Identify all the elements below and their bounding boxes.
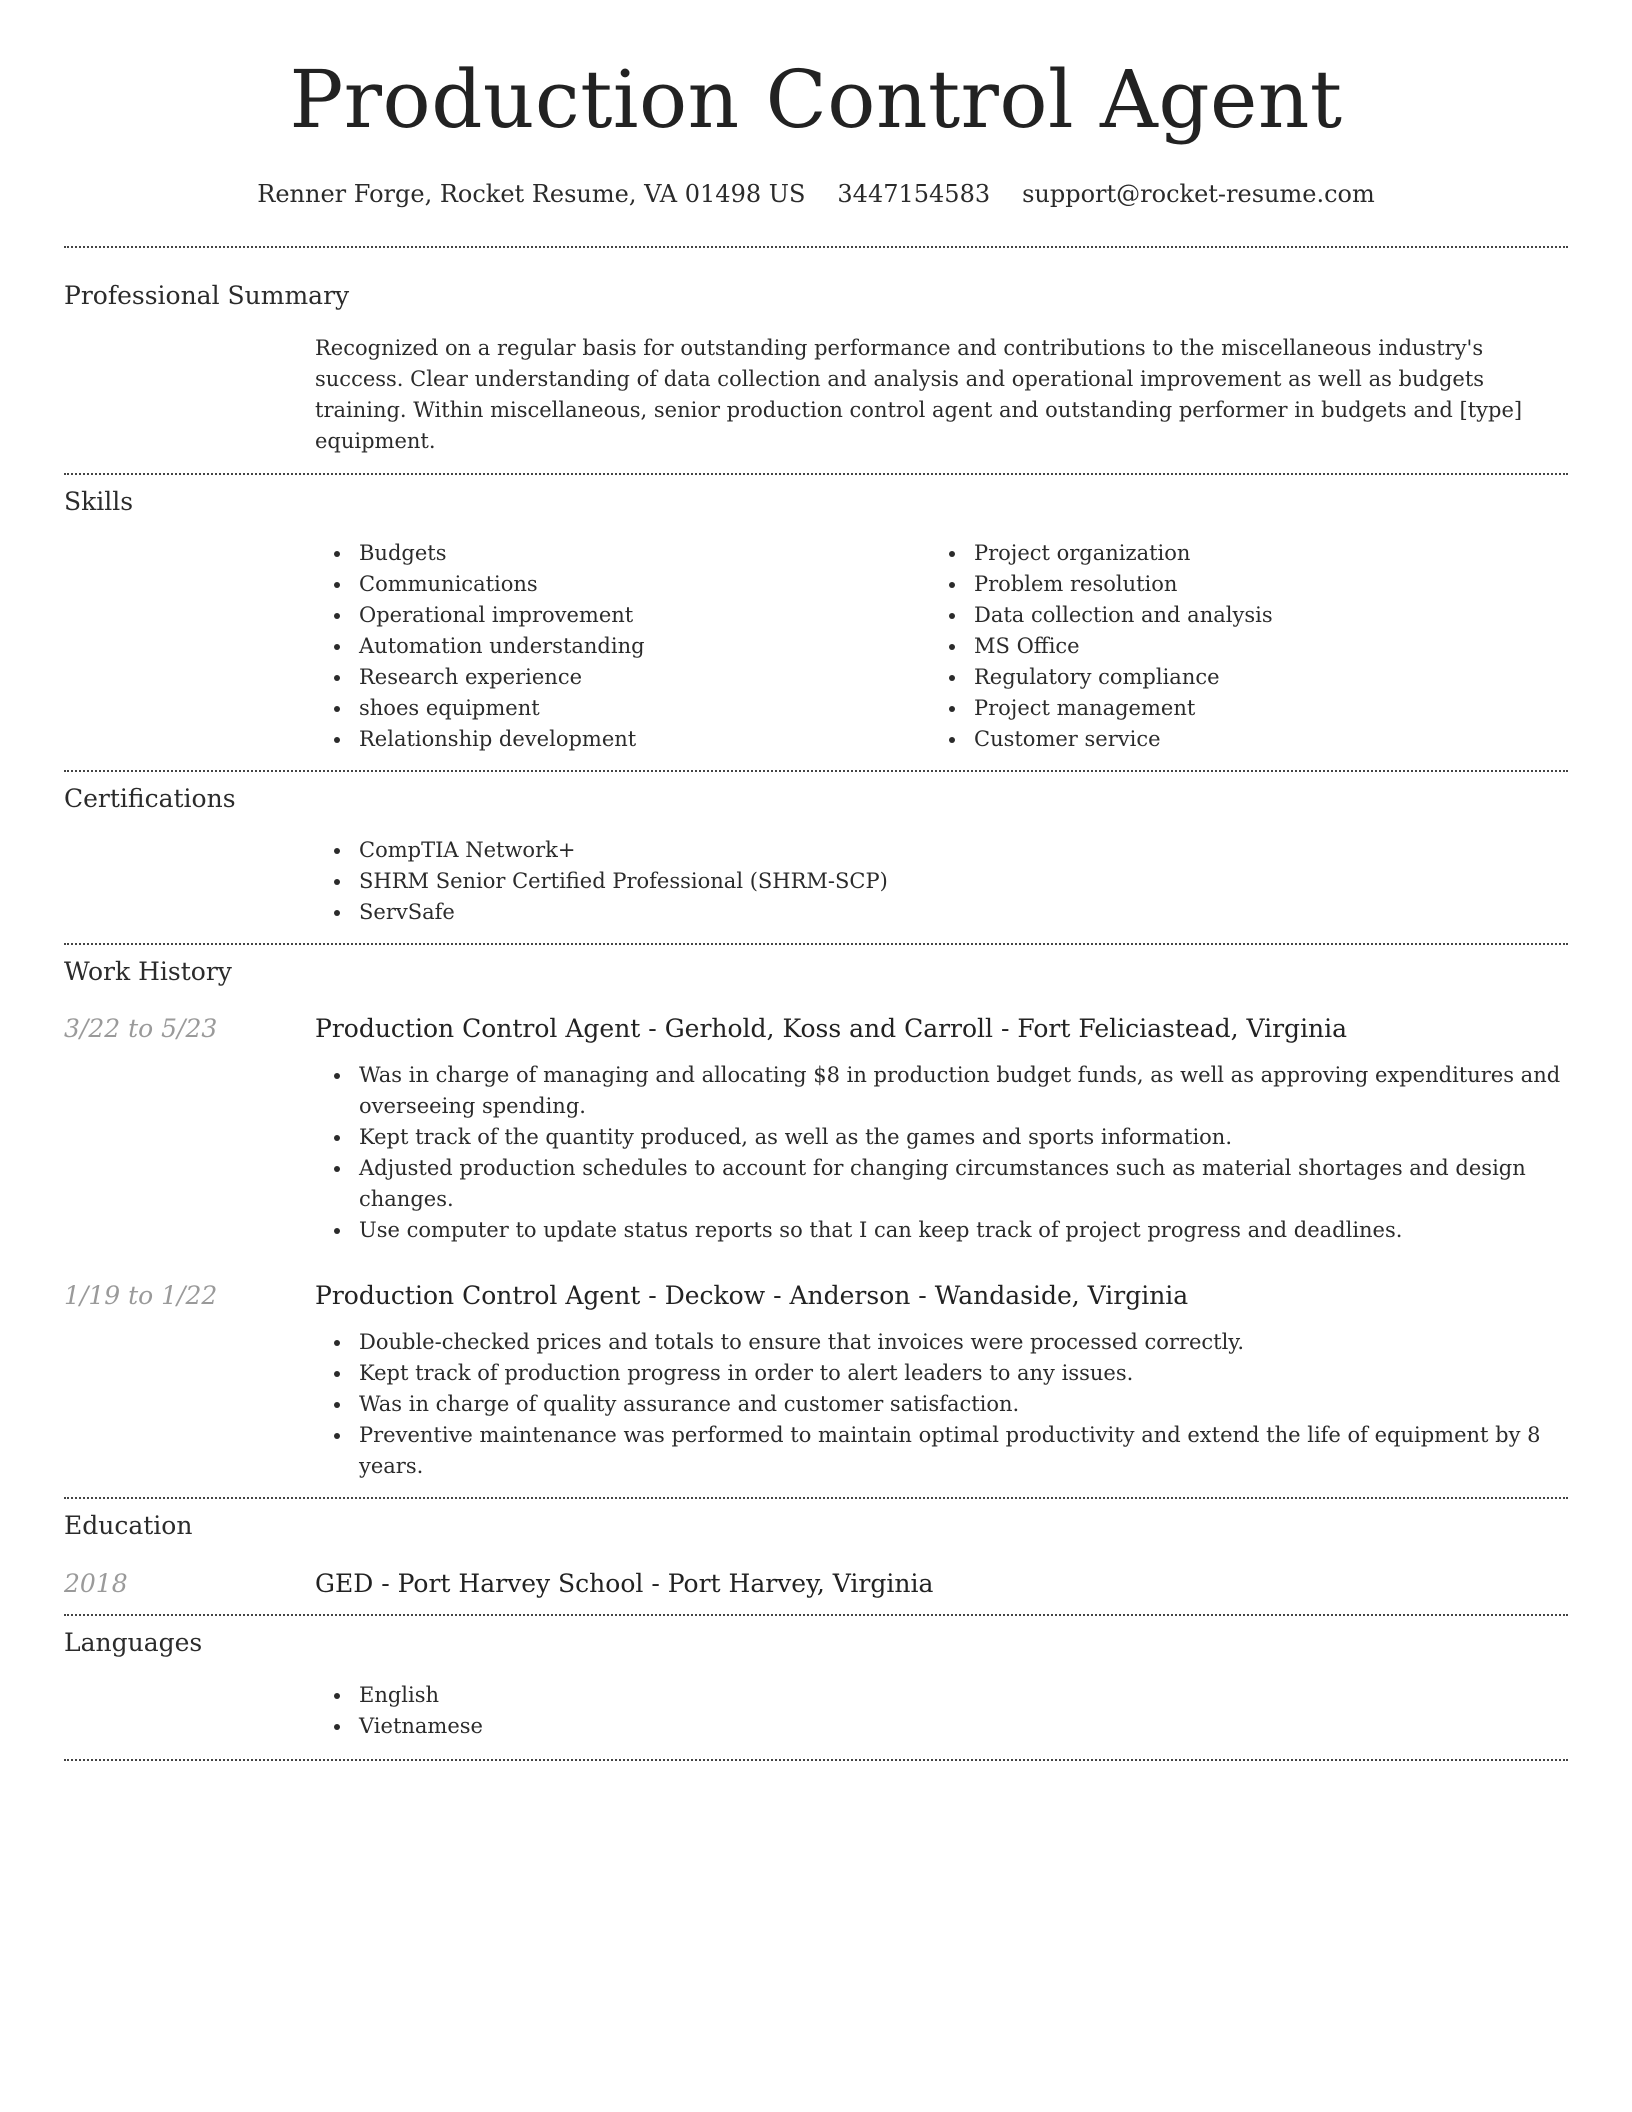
skill-item: Regulatory compliance [930, 662, 1545, 693]
job-bullet: Use computer to update status reports so that I can keep track of project progress and deadlines. [315, 1215, 1568, 1246]
section-title-certifications: Certifications [64, 784, 236, 813]
skill-item: Data collection and analysis [930, 600, 1545, 631]
certifications-list [315, 835, 1568, 928]
title-separator: - [373, 1569, 398, 1598]
job-bullet: Was in charge of managing and allocating $8 in production budget funds, as well as approving expenditures and overseeing spending. [315, 1060, 1568, 1122]
contact-address: Renner Forge, Rocket Resume, VA 01498 US [257, 180, 806, 208]
title-separator: - [640, 1281, 665, 1310]
skills-section [64, 475, 1568, 755]
contact-email: support@rocket-resume.com [1022, 180, 1375, 208]
education-date: 2018 [64, 1569, 128, 1598]
section-title-languages: Languages [64, 1628, 203, 1657]
skills-grid [315, 538, 1568, 755]
contact-line [64, 178, 1568, 210]
skill-item: Project organization [930, 538, 1545, 569]
job-position: Production Control Agent [315, 1281, 641, 1310]
job-bullet-list [315, 1060, 1568, 1246]
skill-item: Budgets [315, 538, 930, 569]
job-details: Gerhold, Koss and Carroll - Fort Feliciastead, Virginia [664, 1014, 1348, 1043]
skill-item: MS Office [930, 631, 1545, 662]
job-dates: 3/22 to 5/23 [64, 1014, 218, 1043]
skill-item: Relationship development [315, 724, 930, 755]
language-item: Vietnamese [315, 1711, 1568, 1742]
job-bullet-list [315, 1327, 1568, 1482]
work-history-section [64, 945, 1568, 1482]
job-dates: 1/19 to 1/22 [64, 1281, 218, 1310]
job-bullet: Adjusted production schedules to account for changing circumstances such as material shortages and design changes. [315, 1153, 1568, 1215]
job-entry [64, 1279, 1568, 1313]
skill-item: Customer service [930, 724, 1545, 755]
certification-item: SHRM Senior Certified Professional (SHRM-SCP) [315, 866, 1568, 897]
job-position: Production Control Agent [315, 1014, 641, 1043]
summary-section [64, 248, 1568, 457]
job-title [315, 1012, 1347, 1046]
skill-item: Research experience [315, 662, 930, 693]
skill-item: Project management [930, 693, 1545, 724]
title-separator: - [640, 1014, 665, 1043]
job-title [315, 1279, 1188, 1313]
job-entry [64, 1012, 1568, 1046]
education-details: Port Harvey School - Port Harvey, Virginia [397, 1569, 934, 1598]
certifications-section [64, 772, 1568, 928]
skills-list-right [930, 538, 1545, 755]
resume-header [64, 0, 1568, 210]
job-bullets [315, 1327, 1568, 1482]
section-title-summary: Professional Summary [64, 281, 350, 310]
resume-page [64, 0, 1568, 1761]
section-divider [64, 1759, 1568, 1761]
job-bullet: Double-checked prices and totals to ensure that invoices were processed correctly. [315, 1327, 1568, 1358]
job-bullet: Preventive maintenance was performed to maintain optimal productivity and extend the life of equipment by 8 years. [315, 1420, 1568, 1482]
education-entry [64, 1567, 1568, 1601]
languages-section [64, 1616, 1568, 1742]
candidate-name: Production Control Agent [289, 53, 1343, 146]
language-item: English [315, 1680, 1568, 1711]
skill-item: Operational improvement [315, 600, 930, 631]
skill-item: Automation understanding [315, 631, 930, 662]
education-degree: GED [315, 1569, 374, 1598]
education-section [64, 1499, 1568, 1601]
job-bullet: Was in charge of quality assurance and customer satisfaction. [315, 1389, 1568, 1420]
languages-list [315, 1680, 1568, 1742]
job-details: Deckow - Anderson - Wandaside, Virginia [664, 1281, 1189, 1310]
section-title-skills: Skills [64, 487, 134, 516]
job-bullets [315, 1060, 1568, 1246]
summary-text: Recognized on a regular basis for outstanding performance and contributions to the miscellaneous industry's success. Clear understanding of data collection and analysis and operational improvement as well as budgets training. Within miscellaneous, senior production control agent and outstanding performer in budgets and [type] equipment. [315, 336, 1523, 453]
languages-content [315, 1680, 1568, 1742]
skill-item: Communications [315, 569, 930, 600]
certification-item: ServSafe [315, 897, 1568, 928]
education-title [315, 1567, 933, 1601]
skill-item: Problem resolution [930, 569, 1545, 600]
skills-list-left [315, 538, 930, 755]
certifications-content [315, 835, 1568, 928]
job-bullet: Kept track of the quantity produced, as well as the games and sports information. [315, 1122, 1568, 1153]
job-bullet: Kept track of production progress in order to alert leaders to any issues. [315, 1358, 1568, 1389]
section-title-work-history: Work History [64, 957, 232, 986]
section-title-education: Education [64, 1511, 193, 1540]
contact-phone: 3447154583 [837, 180, 991, 208]
summary-content [315, 333, 1568, 457]
skill-item: shoes equipment [315, 693, 930, 724]
certification-item: CompTIA Network+ [315, 835, 1568, 866]
